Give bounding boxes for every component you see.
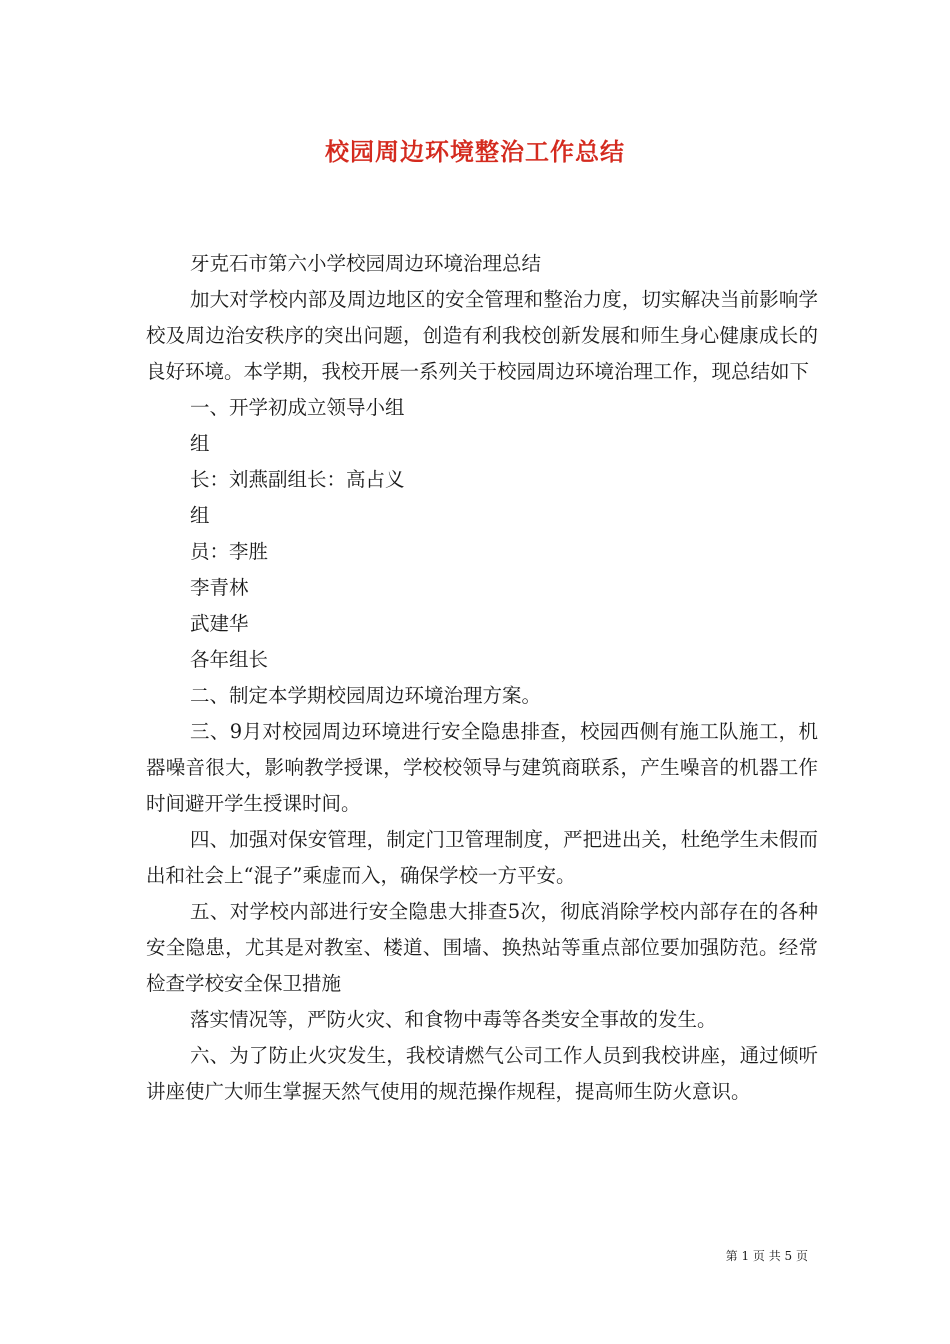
paragraph-line: 李青林 <box>190 576 249 599</box>
paragraph-school-heading: 牙克石市第六小学校园周边环境治理总结 <box>190 252 542 275</box>
paragraph-line: 长：刘燕副组长：高占义 <box>190 468 405 491</box>
paragraph-section-5-continued: 落实情况等，严防火灾、和食物中毒等各类安全事故的发生。 <box>190 1008 717 1031</box>
document-body <box>146 246 818 1110</box>
paragraph-section-6: 六、为了防止火灾发生，我校请燃气公司工作人员到我校讲座，通过倾听讲座使广大师生掌握天然气使用的规范操作规程，提高师生防火意识。 <box>146 1044 818 1103</box>
paragraph-section-1: 一、开学初成立领导小组 <box>190 396 405 419</box>
paragraph-section-2: 二、制定本学期校园周边环境治理方案。 <box>190 684 542 707</box>
paragraph-line: 各年组长 <box>190 648 269 671</box>
paragraph-intro: 加大对学校内部及周边地区的安全管理和整治力度，切实解决当前影响学校及周边治安秩序的突出问题，创造有利我校创新发展和师生身心健康成长的良好环境。本学期，我校开展一系列关于校园周边环境治理工作，现总结如下 <box>146 288 818 383</box>
paragraph-section-5: 五、对学校内部进行安全隐患大排查5次，彻底消除学校内部存在的各种安全隐患，尤其是对教室、楼道、围墙、换热站等重点部位要加强防范。经常检查学校安全保卫措施 <box>146 900 818 995</box>
paragraph-section-4: 四、加强对保安管理，制定门卫管理制度，严把进出关，杜绝学生未假而出和社会上“混子”乘虚而入，确保学校一方平安。 <box>146 828 818 887</box>
paragraph-line: 组 <box>190 432 210 455</box>
paragraph-line: 员：李胜 <box>190 540 269 563</box>
document-title: 校园周边环境整治工作总结 <box>325 137 625 166</box>
paragraph-line: 武建华 <box>190 612 249 635</box>
page-number: 第 1 页 共 5 页 <box>725 1249 808 1263</box>
paragraph-section-3: 三、9月对校园周边环境进行安全隐患排查，校园西侧有施工队施工，机器噪音很大，影响教学授课，学校校领导与建筑商联系，产生噪音的机器工作时间避开学生授课时间。 <box>146 720 818 815</box>
paragraph-line: 组 <box>190 504 210 527</box>
